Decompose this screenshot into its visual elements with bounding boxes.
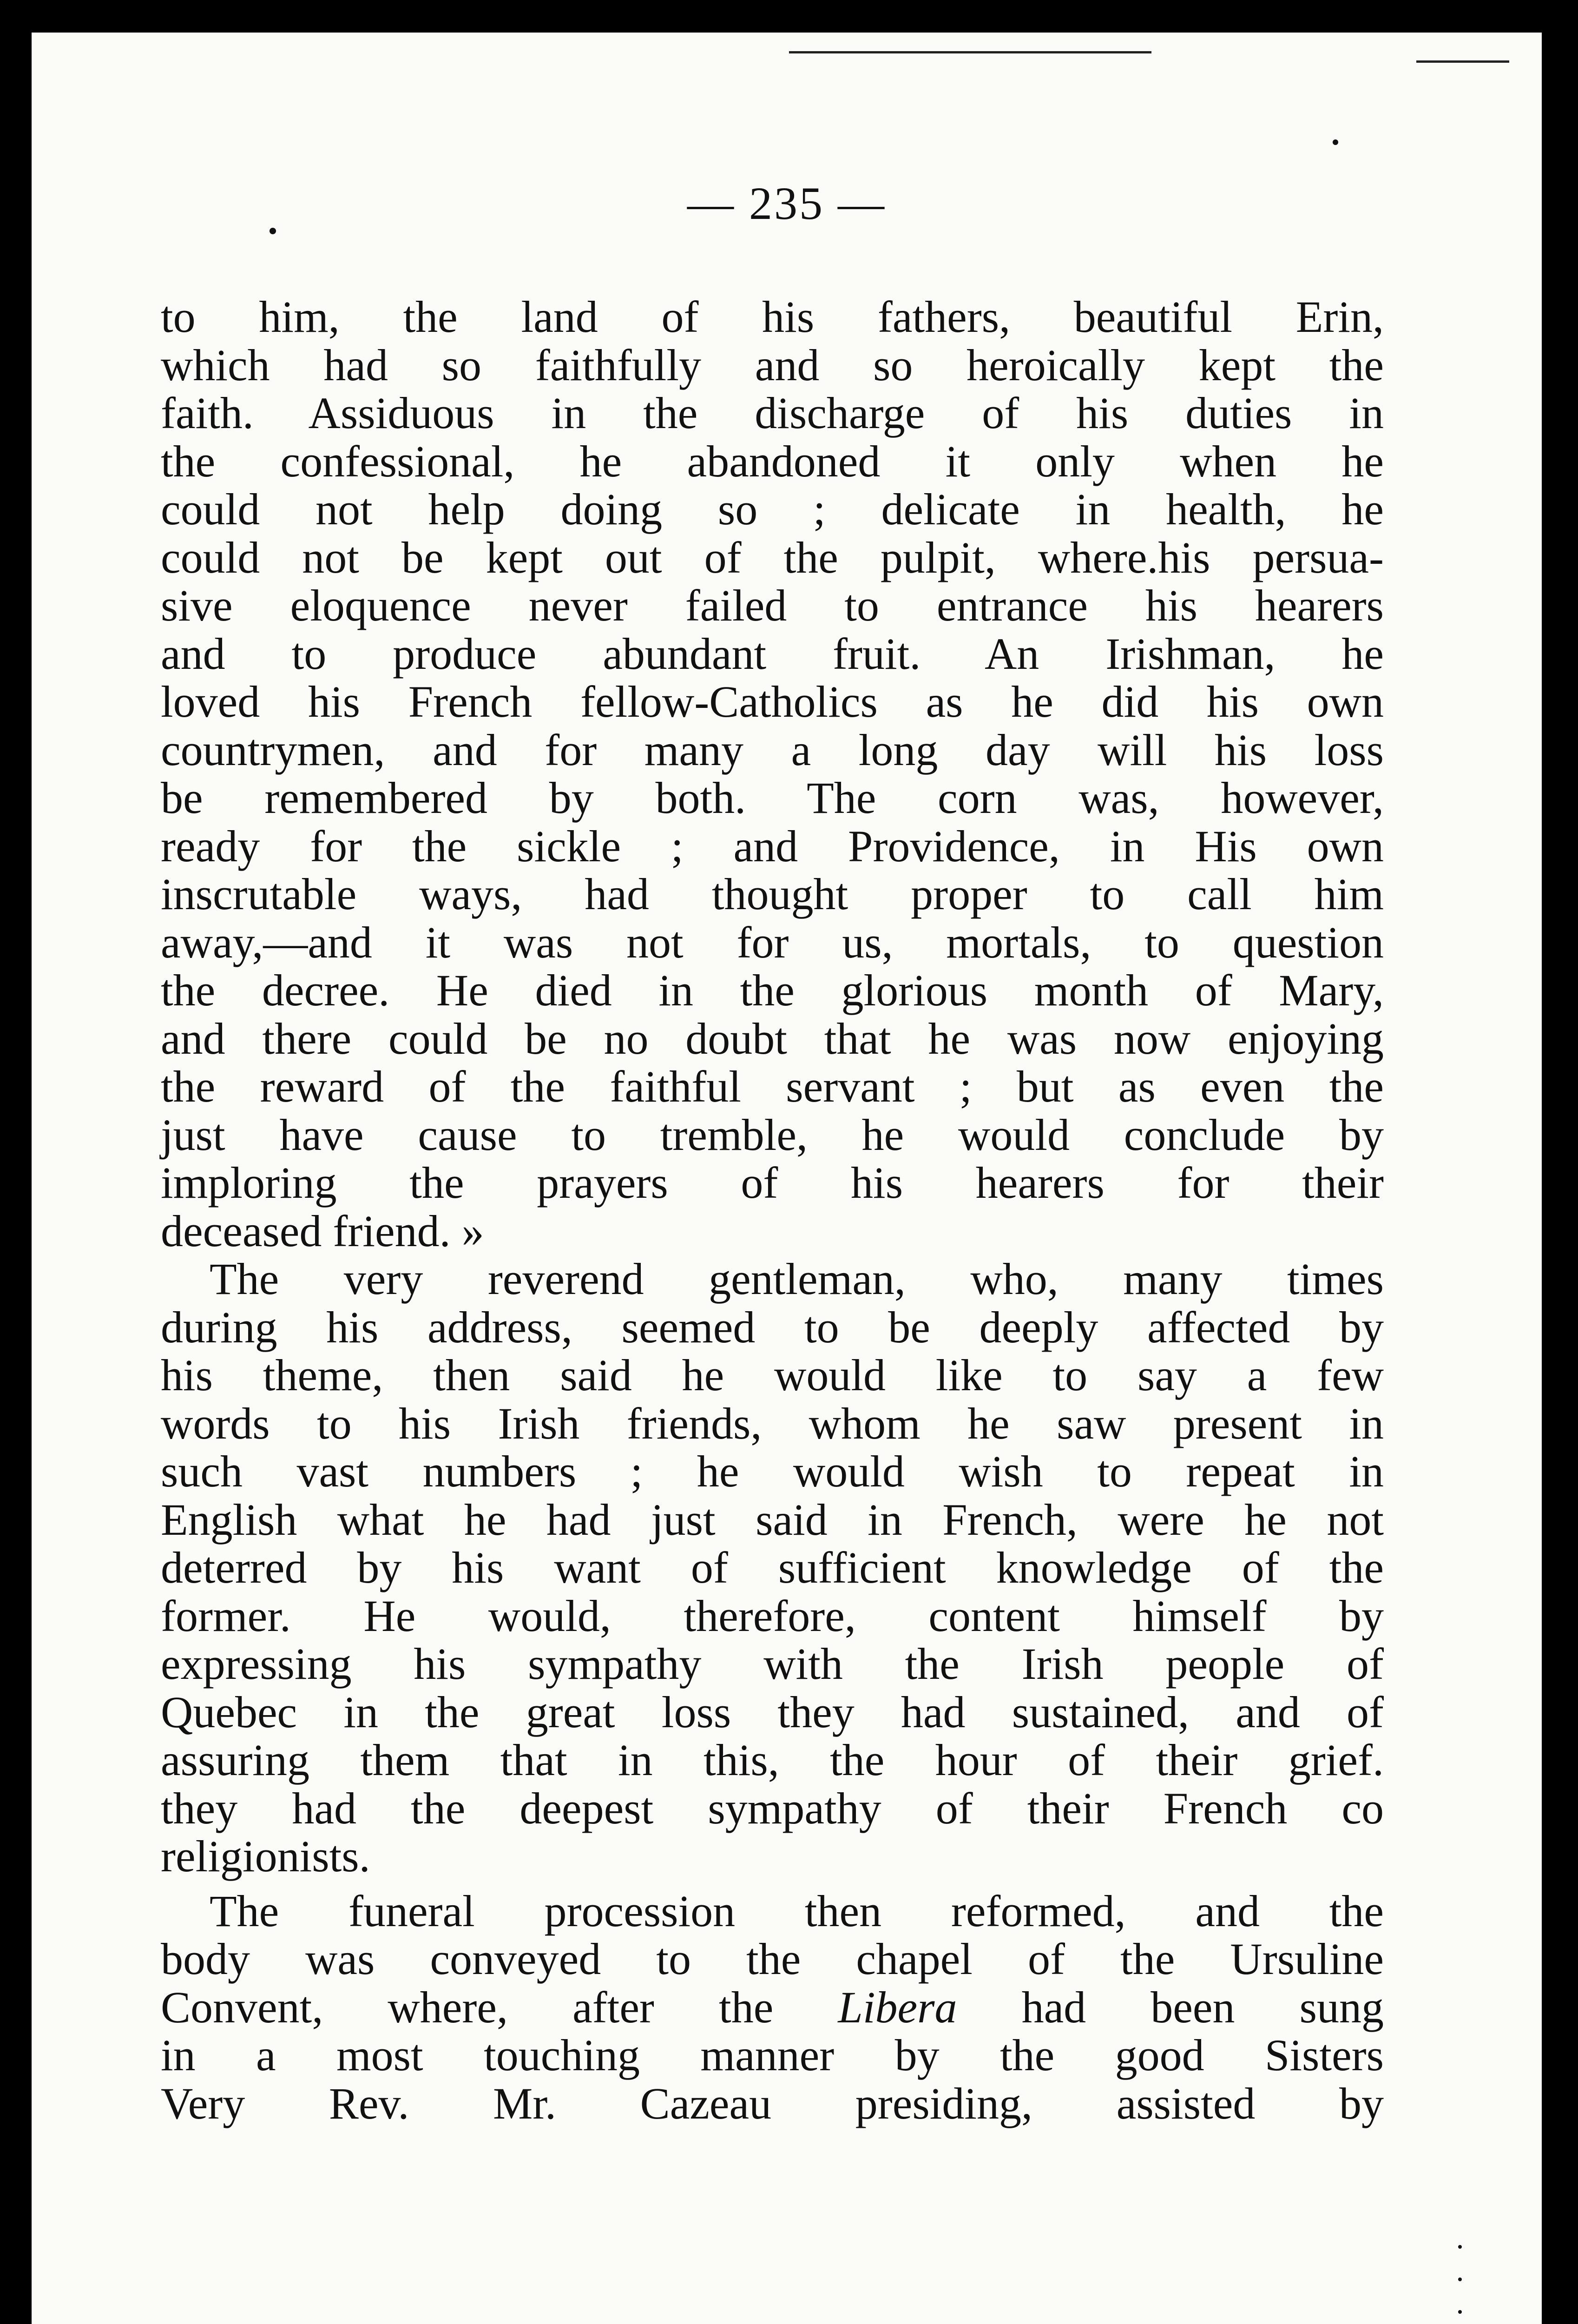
text-line: the reward of the faithful servant ; but as even the: [161, 1062, 1384, 1111]
text-segment: Convent, where, after the: [161, 1982, 838, 2032]
text-line: in a most touching manner by the good Sisters: [161, 2030, 1384, 2080]
text-line: which had so faithfully and so heroically kept the: [161, 340, 1384, 390]
top-edge-rule: [789, 51, 1151, 53]
text-line: The funeral procession then reformed, and the: [210, 1886, 1384, 1936]
text-line: and to produce abundant fruit. An Irishman, he: [161, 628, 1384, 679]
ink-speck: [1458, 2245, 1462, 2249]
text-line: Quebec in the great loss they had sustained, and of: [161, 1687, 1384, 1737]
text-line: deterred by his want of sufficient knowledge of the: [161, 1543, 1384, 1592]
italic-word: Libera: [838, 1982, 957, 2032]
text-line: the decree. He died in the glorious month of Mary,: [161, 965, 1384, 1015]
text-line: away,—and it was not for us, mortals, to question: [161, 917, 1384, 967]
book-page: [32, 33, 1542, 2324]
paragraph-1: [161, 293, 1384, 1255]
top-edge-rule-right: [1416, 60, 1509, 63]
ink-speck: [270, 228, 276, 234]
text-line: words to his Irish friends, whom he saw present in: [161, 1398, 1384, 1448]
paragraph-2: [161, 1255, 1384, 1881]
ink-speck: [1333, 139, 1338, 145]
text-line: inscrutable ways, had thought proper to call him: [161, 869, 1384, 919]
text-line: countrymen, and for many a long day will his loss: [161, 725, 1384, 775]
page-number: — 235 —: [687, 178, 886, 229]
text-line: sive eloquence never failed to entrance his hearers: [161, 581, 1384, 630]
text-line: his theme, then said he would like to say a few: [161, 1350, 1384, 1400]
text-line: could not be kept out of the pulpit, where.his persua-: [161, 532, 1384, 582]
text-line: faith. Assiduous in the discharge of his duties in: [161, 388, 1384, 438]
text-line: to him, the land of his fathers, beautiful Erin,: [161, 292, 1384, 342]
paragraph-3: [161, 1887, 1384, 2128]
text-line: expressing his sympathy with the Irish people of: [161, 1639, 1384, 1689]
text-line: during his address, seemed to be deeply affected by: [161, 1302, 1384, 1352]
text-line: former. He would, therefore, content himself by: [161, 1591, 1384, 1641]
text-line: Very Rev. Mr. Cazeau presiding, assisted by: [161, 2078, 1384, 2128]
text-line-with-italic: [161, 1983, 1384, 2032]
text-line: loved his French fellow-Catholics as he did his own: [161, 677, 1384, 726]
text-segment: had been sung: [957, 1982, 1384, 2032]
body-text: [161, 293, 1384, 2127]
text-line: just have cause to tremble, he would conclude by: [161, 1109, 1384, 1160]
text-line: deceased friend. »: [161, 1206, 484, 1256]
text-line: imploring the prayers of his hearers for their: [161, 1158, 1384, 1208]
text-line: such vast numbers ; he would wish to repeat in: [161, 1446, 1384, 1496]
text-line: religionists.: [161, 1831, 370, 1881]
text-line: assuring them that in this, the hour of their grief.: [161, 1735, 1384, 1785]
text-line: they had the deepest sympathy of their French co: [161, 1783, 1384, 1833]
text-line: The very reverend gentleman, who, many times: [210, 1254, 1384, 1304]
text-line: body was conveyed to the chapel of the Ursuline: [161, 1934, 1384, 1984]
text-line: ready for the sickle ; and Providence, in His own: [161, 821, 1384, 871]
text-line: be remembered by both. The corn was, however,: [161, 773, 1384, 823]
ink-speck: [1458, 2310, 1462, 2314]
ink-speck: [1458, 2278, 1462, 2281]
text-line: and there could be no doubt that he was now enjoying: [161, 1013, 1384, 1063]
text-line: could not help doing so ; delicate in health, he: [161, 484, 1384, 534]
text-line: English what he had just said in French, were he not: [161, 1494, 1384, 1545]
text-line: the confessional, he abandoned it only when he: [161, 436, 1384, 486]
